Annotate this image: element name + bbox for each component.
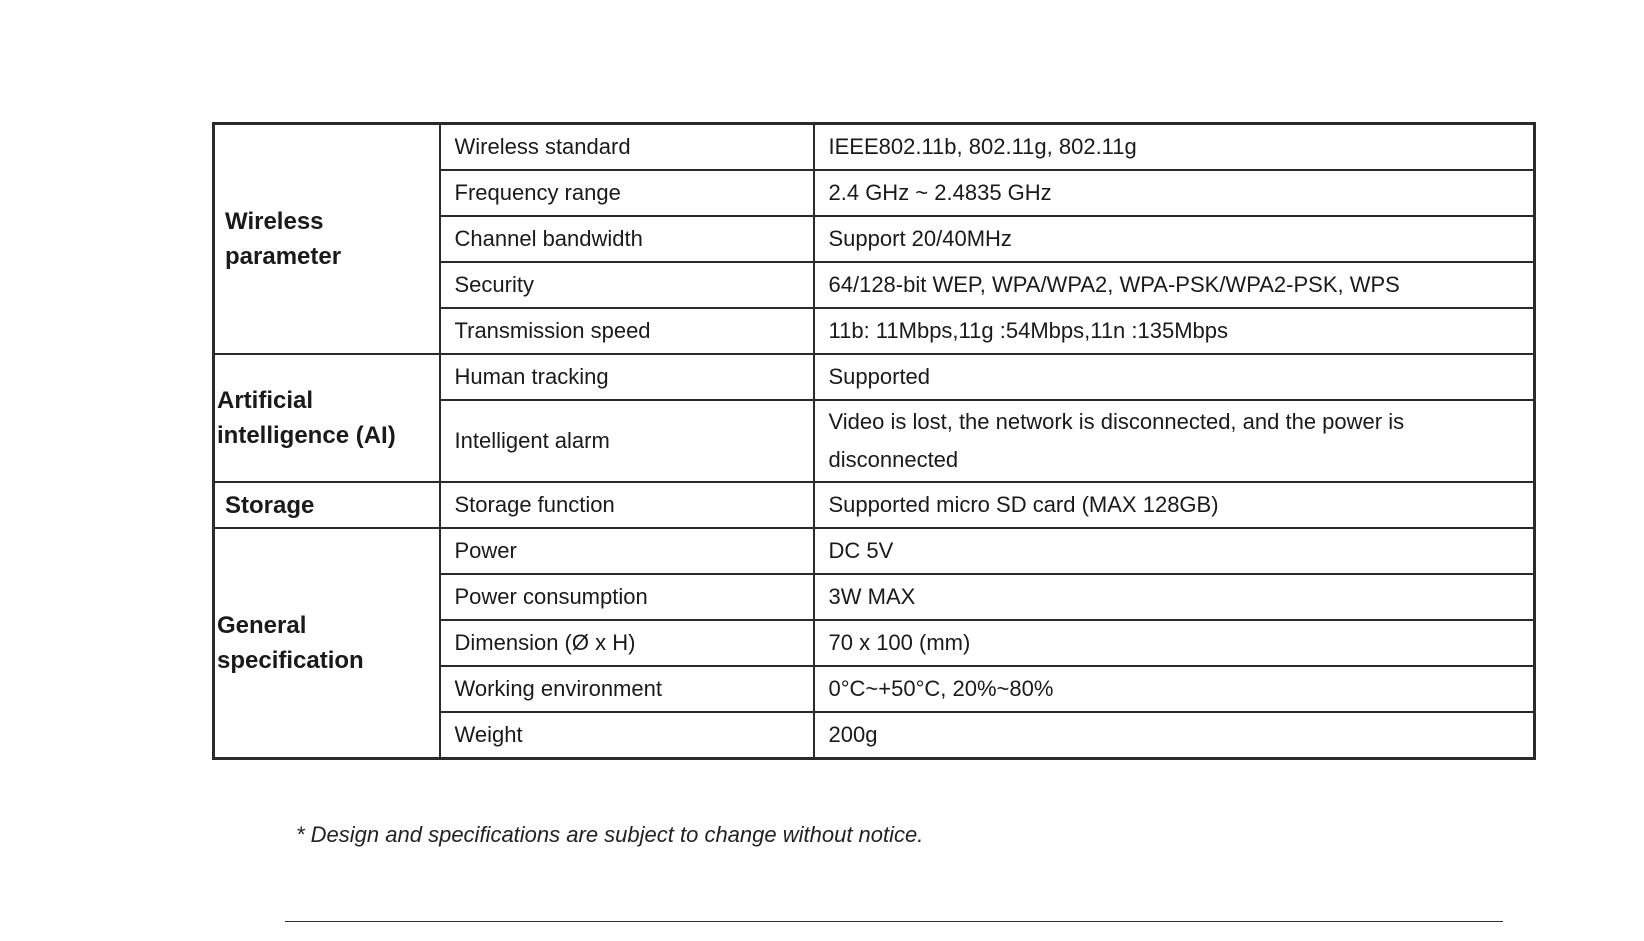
param-value: Video is lost, the network is disconnected, and the power is disconnected — [814, 400, 1535, 482]
param-value: 0°C~+50°C, 20%~80% — [814, 666, 1535, 712]
table-row — [214, 354, 1535, 400]
param-label: Security — [440, 262, 814, 308]
param-label: Transmission speed — [440, 308, 814, 354]
table-row — [214, 528, 1535, 574]
group-label-storage: Storage — [214, 482, 440, 528]
param-label: Storage function — [440, 482, 814, 528]
param-label: Weight — [440, 712, 814, 759]
param-label: Working environment — [440, 666, 814, 712]
table-row — [214, 482, 1535, 528]
table-row — [214, 124, 1535, 171]
param-label: Frequency range — [440, 170, 814, 216]
param-value: 3W MAX — [814, 574, 1535, 620]
param-label: Channel bandwidth — [440, 216, 814, 262]
param-value: 2.4 GHz ~ 2.4835 GHz — [814, 170, 1535, 216]
group-label-general: General specification — [214, 528, 440, 759]
param-value: Supported — [814, 354, 1535, 400]
group-label-ai: Artificial intelligence (AI) — [214, 354, 440, 482]
param-value: DC 5V — [814, 528, 1535, 574]
param-label: Power — [440, 528, 814, 574]
specification-table — [212, 122, 1536, 760]
param-value: 11b: 11Mbps,11g :54Mbps,11n :135Mbps — [814, 308, 1535, 354]
param-value: 200g — [814, 712, 1535, 759]
param-value: 70 x 100 (mm) — [814, 620, 1535, 666]
param-label: Intelligent alarm — [440, 400, 814, 482]
param-value: IEEE802.11b, 802.11g, 802.11g — [814, 124, 1535, 171]
disclaimer-footnote: * Design and specifications are subject to change without notice. — [296, 822, 924, 847]
param-label: Dimension (Ø x H) — [440, 620, 814, 666]
param-value: Supported micro SD card (MAX 128GB) — [814, 482, 1535, 528]
param-value: 64/128-bit WEP, WPA/WPA2, WPA-PSK/WPA2-PSK, WPS — [814, 262, 1535, 308]
param-value: Support 20/40MHz — [814, 216, 1535, 262]
group-label-wireless: Wireless parameter — [214, 124, 440, 355]
param-label: Human tracking — [440, 354, 814, 400]
param-label: Wireless standard — [440, 124, 814, 171]
param-label: Power consumption — [440, 574, 814, 620]
page-divider — [285, 921, 1503, 922]
